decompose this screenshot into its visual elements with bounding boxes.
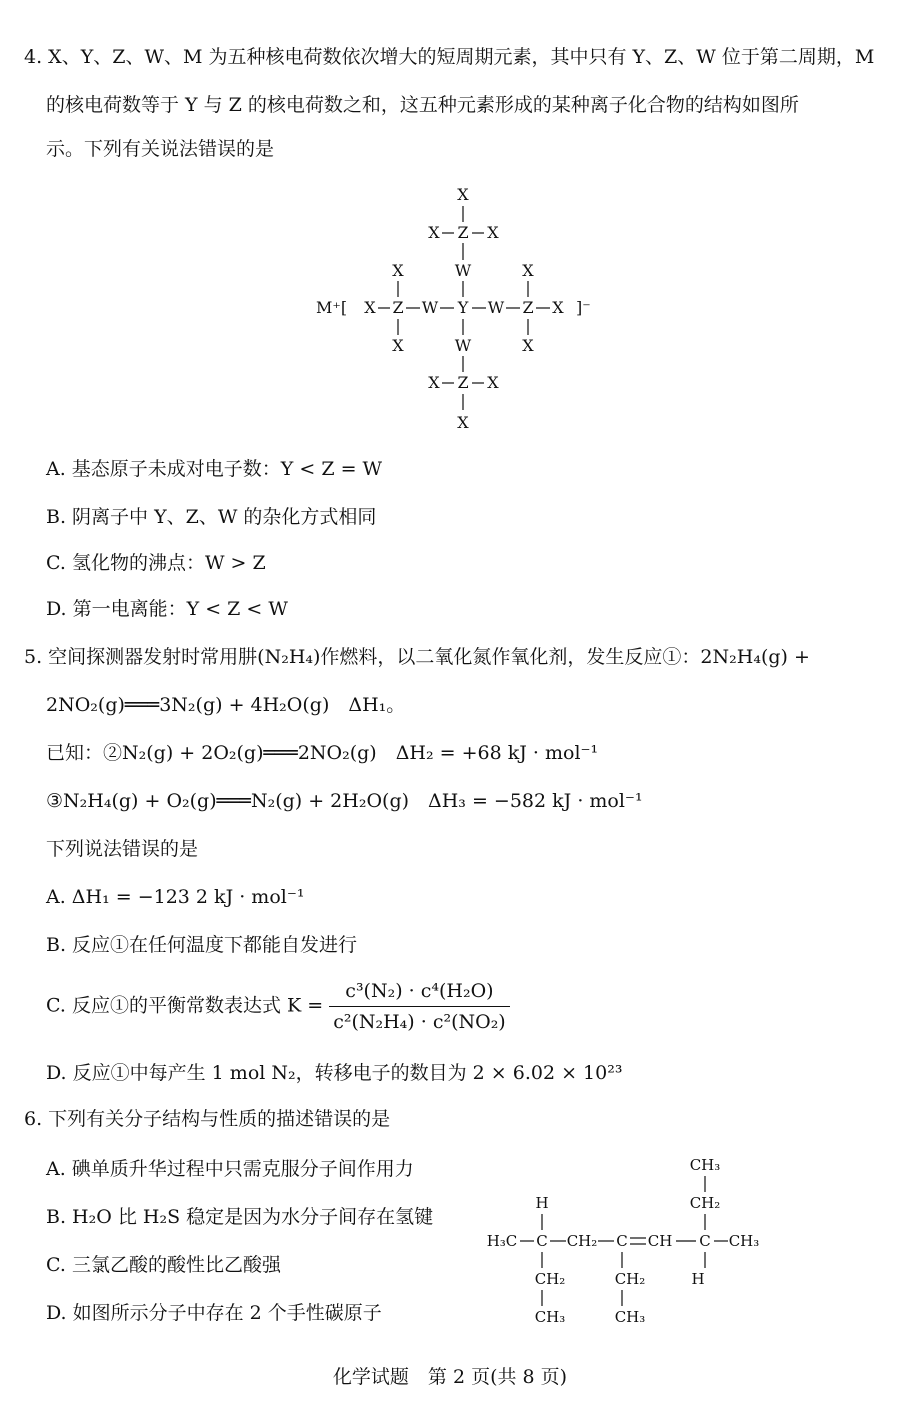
atom-x: X <box>487 223 499 242</box>
chain-c1: C <box>536 1232 548 1250</box>
atom-x: X <box>457 413 469 432</box>
q5-stem-line-1: 5. 空间探测器发射时常用肼(N₂H₄)作燃料，以二氧化氮作氧化剂，发生反应①：2N₂H₄(g) + <box>24 646 810 668</box>
chain-ch: CH <box>647 1232 673 1250</box>
atom-z: Z <box>457 373 469 392</box>
atom-z: Z <box>522 298 534 317</box>
q6-option-b: B. H₂O 比 H₂S 稳定是因为水分子间存在氢键 <box>46 1206 434 1228</box>
q4-stem-line-2: 的核电荷数等于 Y 与 Z 的核电荷数之和，这五种元素形成的某种离子化合物的结构如图所 <box>46 94 799 116</box>
top-h: H <box>535 1194 549 1212</box>
fraction-denominator: c²(N₂H₄) · c²(NO₂) <box>333 1011 506 1033</box>
bottom-ch2-b: CH₂ <box>614 1270 646 1288</box>
q6-option-c: C. 三氯乙酸的酸性比乙酸强 <box>46 1254 281 1276</box>
chain-c3: C <box>699 1232 711 1250</box>
chain-h3c: H₃C <box>486 1232 518 1250</box>
q5-stem-line-2: 2NO₂(g)═══3N₂(g) + 4H₂O(g) ΔH₁。 <box>46 694 406 716</box>
atom-z: Z <box>457 223 469 242</box>
q6-stem: 6. 下列有关分子结构与性质的描述错误的是 <box>24 1108 391 1130</box>
q6-option-a: A. 碘单质升华过程中只需克服分子间作用力 <box>46 1158 414 1180</box>
atom-x: X <box>487 373 499 392</box>
q4-option-d: D. 第一电离能：Y < Z < W <box>46 598 288 620</box>
q5-option-c-prefix: C. 反应①的平衡常数表达式 K = <box>46 994 324 1017</box>
q6-option-d: D. 如图所示分子中存在 2 个手性碳原子 <box>46 1302 382 1324</box>
q5-option-c <box>46 978 510 1035</box>
q5-question: 下列说法错误的是 <box>46 838 199 860</box>
atom-w: W <box>487 298 505 317</box>
q6-molecule-structure <box>480 1150 770 1335</box>
atom-x: X <box>428 373 440 392</box>
page-footer: 化学试题 第 2 页(共 8 页) <box>332 1366 568 1388</box>
top-ch2: CH₂ <box>689 1194 721 1212</box>
atom-x: X <box>428 223 440 242</box>
atom-x: X <box>392 336 404 355</box>
chain-ch3: CH₃ <box>728 1232 760 1250</box>
bottom-h: H <box>691 1270 705 1288</box>
atom-x: X <box>392 261 404 280</box>
q5-option-a: A. ΔH₁ = −123 2 kJ · mol⁻¹ <box>46 886 305 908</box>
q4-stem-line-3: 示。下列有关说法错误的是 <box>46 138 275 160</box>
top-ch3: CH₃ <box>689 1156 721 1174</box>
equilibrium-constant-fraction <box>329 978 510 1035</box>
atom-x: X <box>522 261 534 280</box>
bottom-ch3-a: CH₃ <box>534 1308 566 1326</box>
q4-option-b: B. 阴离子中 Y、Z、W 的杂化方式相同 <box>46 506 377 528</box>
q5-option-d: D. 反应①中每产生 1 mol N₂，转移电子的数目为 2 × 6.02 × 10²³ <box>46 1062 623 1084</box>
chain-c2: C <box>616 1232 628 1250</box>
q5-known-reaction-2: 已知：②N₂(g) + 2O₂(g)═══2NO₂(g) ΔH₂ = +68 kJ · mol⁻¹ <box>46 742 599 764</box>
atom-x: X <box>522 336 534 355</box>
atom-y: Y <box>457 298 469 317</box>
atom-w: W <box>454 336 472 355</box>
atom-w: W <box>421 298 439 317</box>
bottom-ch3-b: CH₃ <box>614 1308 646 1326</box>
q5-option-b: B. 反应①在任何温度下都能自发进行 <box>46 934 358 956</box>
atom-w: W <box>454 261 472 280</box>
q4-anion-structure <box>300 180 620 440</box>
q5-known-reaction-3: ③N₂H₄(g) + O₂(g)═══N₂(g) + 2H₂O(g) ΔH₃ = −582 kJ · mol⁻¹ <box>46 790 643 812</box>
q4-stem-line-1: 4. X、Y、Z、W、M 为五种核电荷数依次增大的短周期元素，其中只有 Y、Z、W 位于第二周期，M <box>24 46 875 68</box>
bottom-ch2-a: CH₂ <box>534 1270 566 1288</box>
atom-z: Z <box>392 298 404 317</box>
anion-bracket: ]⁻ <box>576 298 591 317</box>
q4-option-a: A. 基态原子未成对电子数：Y < Z = W <box>46 458 383 480</box>
chain-ch2: CH₂ <box>566 1232 598 1250</box>
atom-x: X <box>552 298 564 317</box>
cation-bracket: M⁺[ <box>316 298 348 317</box>
atom-x: X <box>457 185 469 204</box>
atom-x: X <box>364 298 376 317</box>
q4-option-c: C. 氢化物的沸点：W > Z <box>46 552 266 574</box>
fraction-numerator: c³(N₂) · c⁴(H₂O) <box>329 978 510 1007</box>
